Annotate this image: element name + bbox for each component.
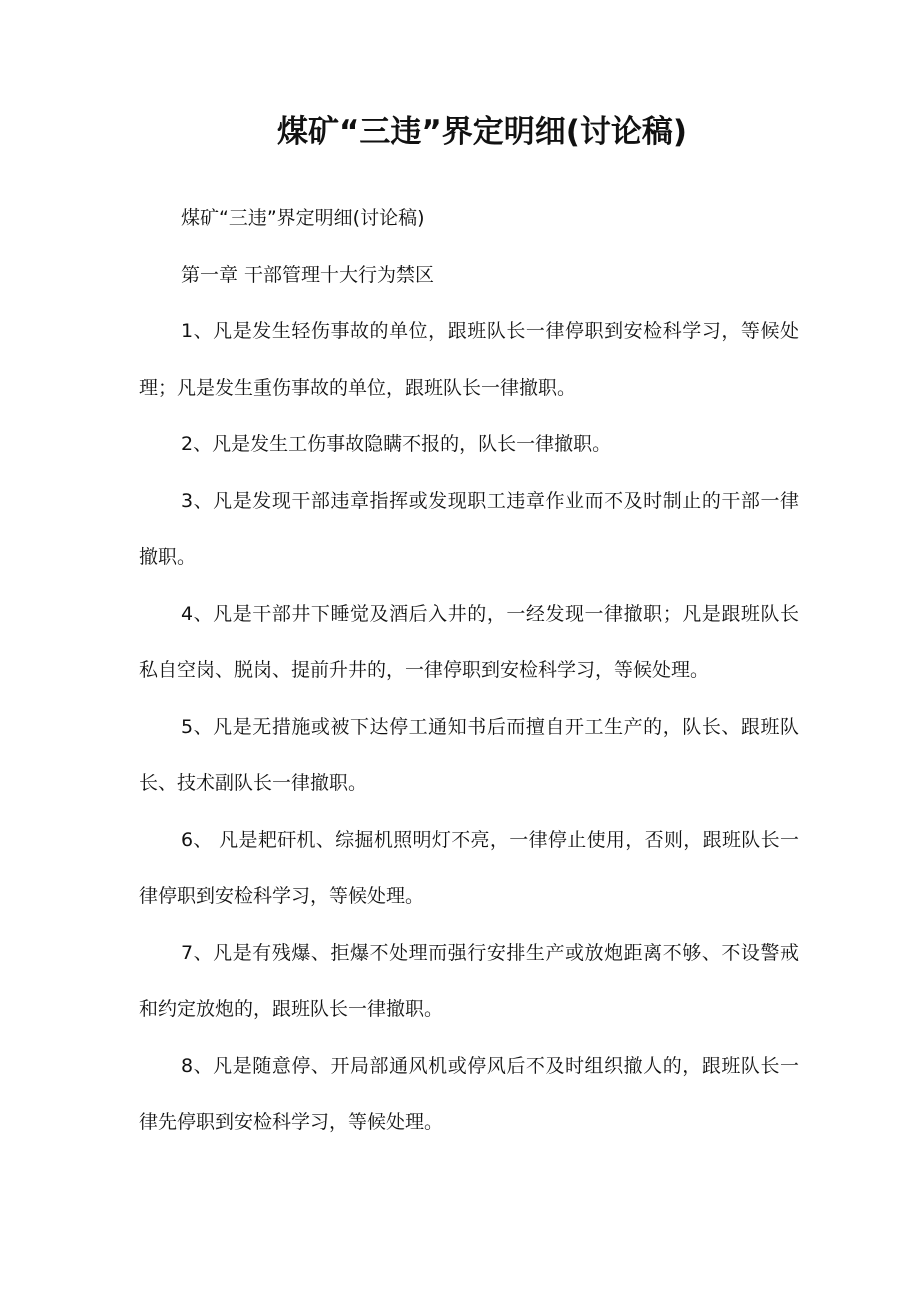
rule-item-2: 2、凡是发生工伤事故隐瞒不报的，队长一律撤职。 [181, 433, 612, 455]
rule-item-1: 1、凡是发生轻伤事故的单位，跟班队长一律停职到安检科学习，等候处理；凡是发生重伤事故的单位，跟班队长一律撤职。 [139, 320, 799, 399]
chapter-heading: 第一章 干部管理十大行为禁区 [181, 263, 435, 286]
document-body [139, 190, 799, 1151]
rule-item-6: 6、 凡是耙矸机、综掘机照明灯不亮，一律停止使用，否则，跟班队长一律停职到安检科学习，等候处理。 [139, 828, 799, 907]
document-subtitle: 煤矿“三违”界定明细(讨论稿) [181, 207, 425, 229]
rule-item-7: 7、凡是有残爆、拒爆不处理而强行安排生产或放炮距离不够、不设警戒和约定放炮的，跟班队长一律撤职。 [139, 941, 799, 1020]
document-title: 煤矿“三违”界定明细(讨论稿) [276, 114, 688, 150]
rule-item-5: 5、凡是无措施或被下达停工通知书后而擅自开工生产的，队长、跟班队长、技术副队长一律撤职。 [139, 715, 799, 794]
rule-item-8: 8、凡是随意停、开局部通风机或停风后不及时组织撤人的，跟班队长一律先停职到安检科学习，等候处理。 [139, 1054, 799, 1133]
rule-item-4: 4、凡是干部井下睡觉及酒后入井的，一经发现一律撤职；凡是跟班队长私自空岗、脱岗、提前升井的，一律停职到安检科学习，等候处理。 [139, 602, 799, 681]
rule-item-3: 3、凡是发现干部违章指挥或发现职工违章作业而不及时制止的干部一律撤职。 [139, 489, 799, 568]
